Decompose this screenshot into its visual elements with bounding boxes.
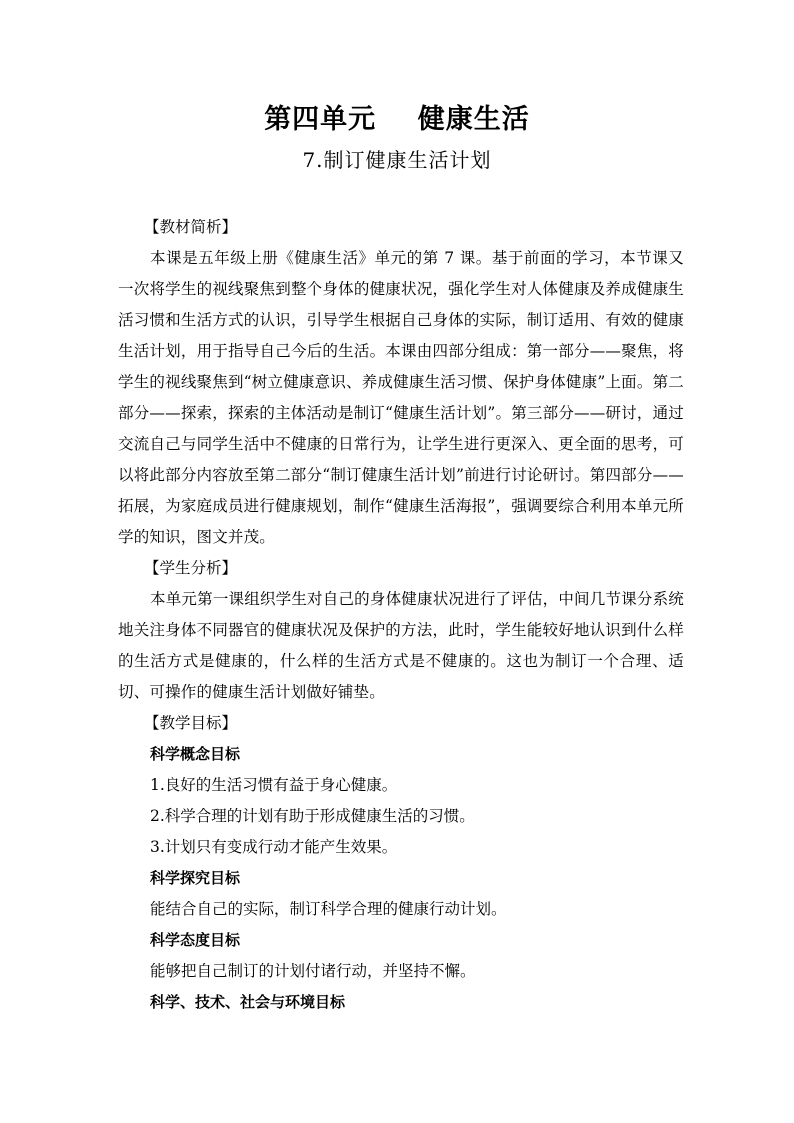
document-body <box>118 212 684 1018</box>
attitude-goal-text: 能够把自己制订的计划付诸行动，并坚持不懈。 <box>150 962 476 980</box>
textbook-analysis-paragraph: 本课是五年级上册《健康生活》单元的第 7 课。基于前面的学习，本节课又一次将学生的视线聚焦到整个身体的健康状况，强化学生对人体健康及养成健康生活习惯和生活方式的认识，引导学生根据自己身体的实际，制订适用、有效的健康生活计划，用于指导自己今后的生活。本课由四部分组成：第一部分——聚焦，将学生的视线聚焦到“树立健康意识、养成健康生活习惯、保护身体健康”上面。第二部分——探索，探索的主体活动是制订“健康生活计划”。第三部分——研讨，通过交流自己与同学生活中不健康的日常行为，让学生进行更深入、更全面的思考，可以将此部分内容放至第二部分“制订健康生活计划”前进行讨论研讨。第四部分——拓展，为家庭成员进行健康规划，制作“健康生活海报”，强调要综合利用本单元所学的知识，图文并茂。 <box>118 249 684 546</box>
page-title: 第四单元 健康生活 <box>264 104 530 135</box>
inquiry-goal-title: 科学探究目标 <box>150 869 241 887</box>
attitude-goal-title: 科学态度目标 <box>150 931 241 949</box>
concept-goal-item-2: 2.科学合理的计划有助于形成健康生活的习惯。 <box>150 807 475 825</box>
teaching-goals-heading: 【教学目标】 <box>144 714 238 732</box>
student-analysis-heading: 【学生分析】 <box>144 559 238 577</box>
student-analysis-paragraph: 本单元第一课组织学生对自己的身体健康状况进行了评估，中间几节课分系统地关注身体不同器官的健康状况及保护的方法，此时，学生能较好地认识到什么样的生活方式是健康的，什么样的生活方式是不健康的。这也为制订一个合理、适切、可操作的健康生活计划做好铺垫。 <box>118 590 684 701</box>
concept-goal-item-1: 1.良好的生活习惯有益于身心健康。 <box>150 776 398 794</box>
concept-goal-item-3: 3.计划只有变成行动才能产生效果。 <box>150 838 398 856</box>
lesson-subtitle: 7.制订健康生活计划 <box>302 148 492 172</box>
inquiry-goal-text: 能结合自己的实际，制订科学合理的健康行动计划。 <box>150 900 507 918</box>
concept-goal-title: 科学概念目标 <box>150 745 241 763</box>
textbook-analysis-heading: 【教材简析】 <box>144 218 238 236</box>
stse-goal-title: 科学、技术、社会与环境目标 <box>150 993 346 1011</box>
